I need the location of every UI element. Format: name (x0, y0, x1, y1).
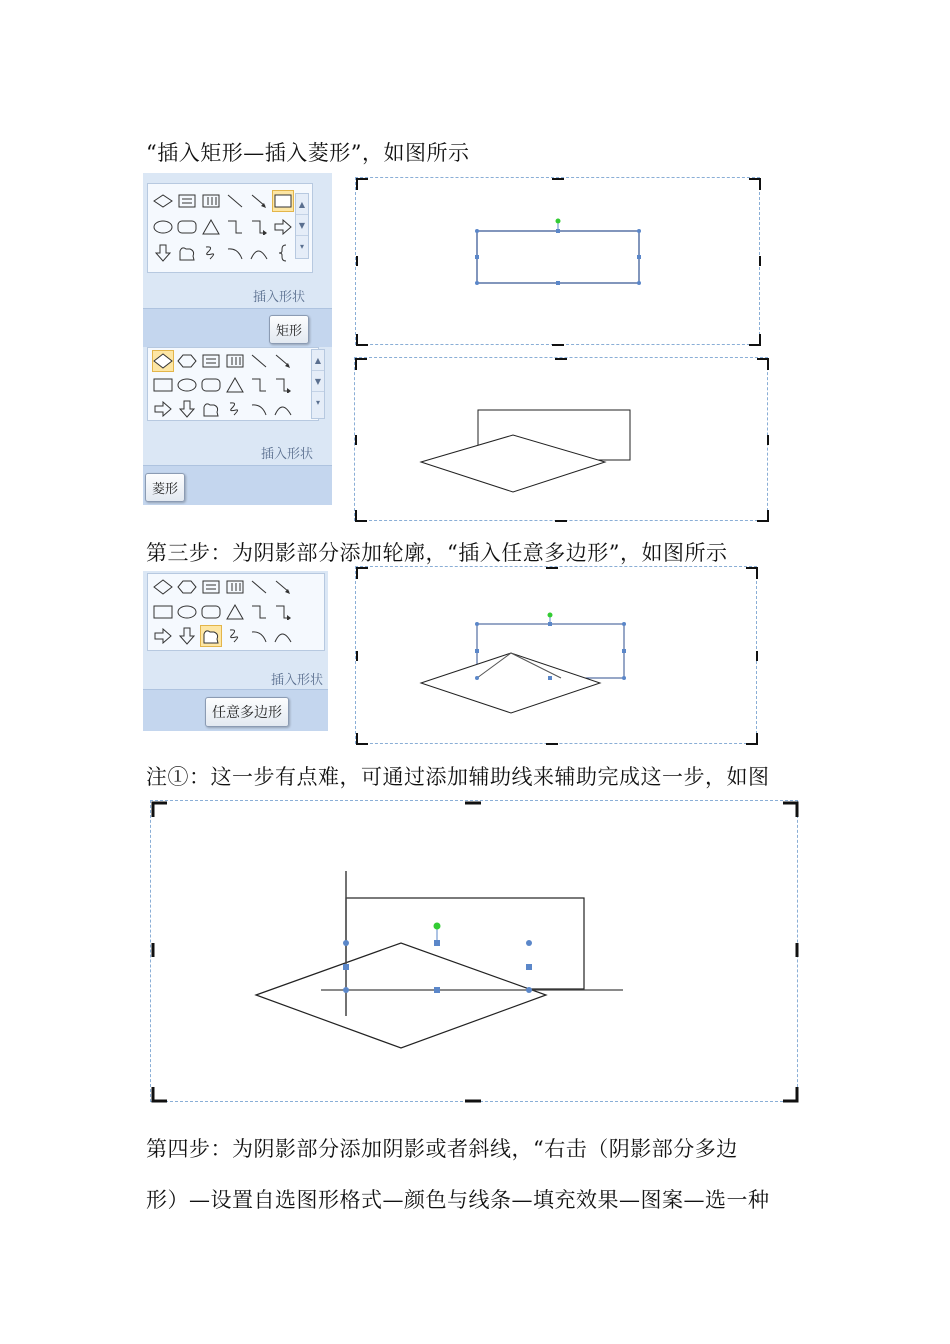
group-label-insert-shapes: 插入形状 (271, 673, 324, 688)
ribbon-panel-rectangle (143, 173, 332, 347)
rectangle-shape-icon[interactable] (152, 374, 174, 396)
triangle-shape-icon[interactable] (224, 601, 246, 623)
right-arrow-shape-icon[interactable] (152, 398, 174, 420)
arc-icon[interactable] (248, 625, 270, 647)
paragraph-insert-rect-diamond: “插入矩形—插入菱形”，如图所示 (146, 141, 470, 165)
line-icon[interactable] (248, 350, 270, 372)
canvas-crop-handles (356, 359, 768, 521)
ribbon-panel-freeform (143, 571, 328, 731)
scroll-up-icon[interactable]: ▲ (296, 194, 308, 215)
drawing-canvas-2[interactable] (354, 357, 768, 521)
freeform-shape-icon[interactable] (200, 398, 222, 420)
arrow-line-icon[interactable] (248, 190, 270, 212)
arc-icon[interactable] (248, 398, 270, 420)
group-label-insert-shapes: 插入形状 (261, 447, 314, 462)
canvas-crop-handles (153, 803, 797, 1101)
arc-icon[interactable] (224, 242, 246, 264)
gallery-more-icon[interactable]: ▾ (299, 241, 304, 251)
canvas-crop-handles (357, 568, 757, 744)
left-brace-icon[interactable] (272, 242, 294, 264)
arrow-line-icon[interactable] (272, 576, 294, 598)
elbow-connector-icon[interactable] (224, 216, 246, 238)
rectangle-shape-icon[interactable] (272, 190, 294, 212)
line-icon[interactable] (224, 190, 246, 212)
triangle-shape-icon[interactable] (200, 216, 222, 238)
scribble-icon[interactable] (224, 625, 246, 647)
diamond-shape-icon[interactable] (152, 190, 174, 212)
elbow-connector-icon[interactable] (248, 374, 270, 396)
shape-gallery (147, 347, 319, 421)
triangle-shape-icon[interactable] (224, 374, 246, 396)
shape-gallery (147, 183, 313, 273)
shape-gallery (147, 573, 325, 651)
drawing-canvas-4[interactable] (150, 800, 798, 1102)
elbow-arrow-connector-icon[interactable] (272, 601, 294, 623)
drawing-canvas-3[interactable] (355, 566, 757, 744)
down-arrow-shape-icon[interactable] (176, 398, 198, 420)
gallery-scrollbar[interactable] (311, 349, 325, 419)
oval-shape-icon[interactable] (176, 374, 198, 396)
hexagon-shape-icon[interactable] (176, 350, 198, 372)
rotate-handle[interactable] (434, 923, 441, 930)
paragraph-step-four-cont: 形）—设置自选图形格式—颜色与线条—填充效果—图案—选一种 (146, 1188, 770, 1212)
canvas-crop-handles (357, 179, 760, 345)
diamond-shape[interactable] (421, 653, 600, 713)
hexagon-shape-icon[interactable] (176, 576, 198, 598)
line-icon[interactable] (248, 576, 270, 598)
paragraph-step-four: 第四步：为阴影部分添加阴影或者斜线，“右击（阴影部分多边 (146, 1137, 738, 1161)
scroll-down-icon[interactable]: ▼ (312, 371, 324, 392)
curve-icon[interactable] (272, 398, 294, 420)
scribble-icon[interactable] (200, 242, 222, 264)
resize-handles[interactable] (475, 229, 641, 285)
rounded-rect-icon[interactable] (200, 601, 222, 623)
down-arrow-shape-icon[interactable] (176, 625, 198, 647)
scribble-icon[interactable] (224, 398, 246, 420)
elbow-connector-icon[interactable] (248, 601, 270, 623)
scroll-down-icon[interactable]: ▼ (296, 215, 308, 236)
oval-shape-icon[interactable] (176, 601, 198, 623)
diamond-shape[interactable] (256, 943, 546, 1048)
right-arrow-shape-icon[interactable] (272, 216, 294, 238)
right-arrow-shape-icon[interactable] (152, 625, 174, 647)
elbow-arrow-connector-icon[interactable] (272, 374, 294, 396)
textbox-icon[interactable] (200, 576, 222, 598)
freeform-shape-icon[interactable] (200, 625, 222, 647)
diamond-shape-icon[interactable] (152, 576, 174, 598)
gallery-scrollbar[interactable] (295, 193, 309, 259)
rounded-rect-icon[interactable] (176, 216, 198, 238)
elbow-arrow-connector-icon[interactable] (248, 216, 270, 238)
rectangle-shape[interactable] (477, 231, 639, 283)
rounded-rect-icon[interactable] (200, 374, 222, 396)
freeform-shape-icon[interactable] (176, 242, 198, 264)
group-label-insert-shapes: 插入形状 (253, 290, 306, 305)
diamond-shape-icon[interactable] (152, 350, 174, 372)
gallery-more-icon[interactable]: ▾ (315, 397, 320, 407)
textbox-icon[interactable] (200, 350, 222, 372)
ribbon-panel-diamond (143, 347, 332, 505)
curve-icon[interactable] (248, 242, 270, 264)
curve-icon[interactable] (272, 625, 294, 647)
vertical-textbox-icon[interactable] (224, 350, 246, 372)
rotate-handle[interactable] (556, 219, 561, 224)
diamond-tooltip: 菱形 (145, 473, 185, 502)
vertical-textbox-icon[interactable] (224, 576, 246, 598)
rectangle-shape-icon[interactable] (152, 601, 174, 623)
rectangle-tooltip: 矩形 (269, 315, 309, 344)
paragraph-note-one: 注①：这一步有点难，可通过添加辅助线来辅助完成这一步，如图 (146, 765, 770, 789)
freeform-tooltip: 任意多边形 (205, 697, 289, 727)
scroll-up-icon[interactable]: ▲ (312, 350, 324, 371)
arrow-line-icon[interactable] (272, 350, 294, 372)
oval-shape-icon[interactable] (152, 216, 174, 238)
down-arrow-shape-icon[interactable] (152, 242, 174, 264)
diamond-shape[interactable] (421, 435, 605, 492)
vertical-textbox-icon[interactable] (200, 190, 222, 212)
textbox-icon[interactable] (176, 190, 198, 212)
paragraph-step-three: 第三步：为阴影部分添加轮廓，“插入任意多边形”，如图所示 (146, 541, 728, 565)
rotate-handle[interactable] (548, 613, 553, 618)
drawing-canvas-1[interactable] (355, 177, 760, 345)
